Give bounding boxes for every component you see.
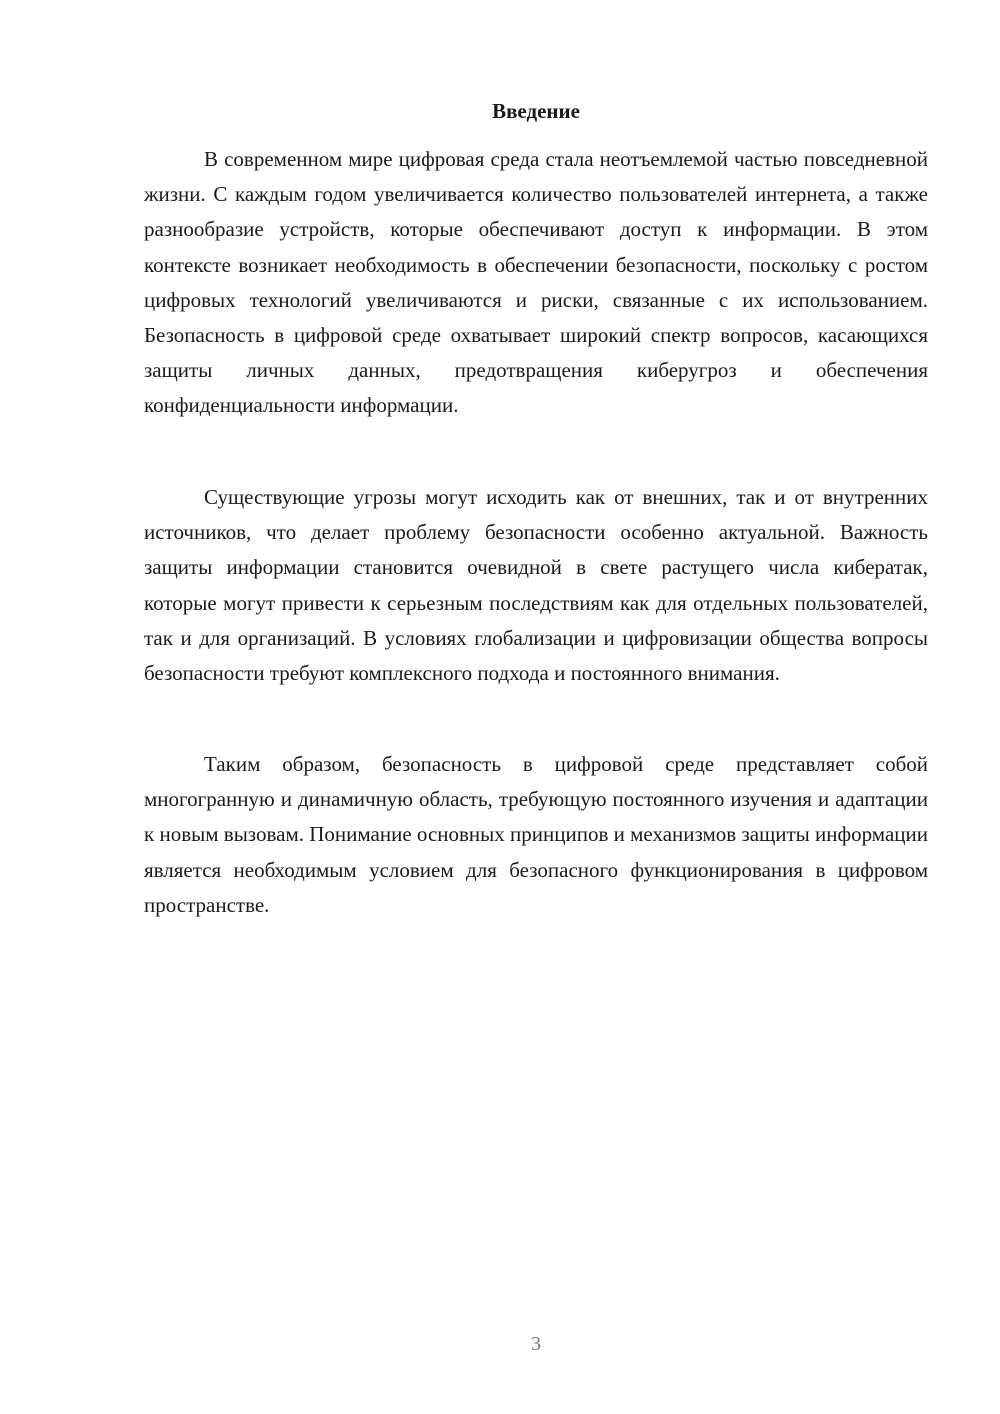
page-number: 3: [531, 1333, 541, 1355]
section-title: Введение: [492, 99, 580, 123]
paragraph-2: Существующие угрозы могут исходить как от внешних, так и от внутренних источников, что делает проблему безопасности особенно актуальной. Важность защиты информации становится очевидной в свете растущего числа кибератак, которые могут привести к серьезным последствиям как для отдельных пользователей, так и для организаций. В условиях глобализации и цифровизации общества вопросы безопасности требуют комплексного подхода и постоянного внимания.: [144, 485, 928, 686]
paragraph-1: В современном мире цифровая среда стала неотъемлемой частью повседневной жизни. С каждым годом увеличивается количество пользователей интернета, а также разнообразие устройств, которые обеспечивают доступ к информации. В этом контексте возникает необходимость в обеспечении безопасности, поскольку с ростом цифровых технологий увеличиваются и риски, связанные с их использованием. Безопасность в цифровой среде охватывает широкий спектр вопросов, касающихся защиты личных данных, предотвращения киберугроз и обеспечения конфиденциальности информации.: [144, 147, 928, 418]
paragraph-3: Таким образом, безопасность в цифровой среде представляет собой многогранную и динамичную область, требующую постоянного изучения и адаптации к новым вызовам. Понимание основных принципов и механизмов защиты информации является необходимым условием для безопасного функционирования в цифровом пространстве.: [144, 752, 928, 917]
